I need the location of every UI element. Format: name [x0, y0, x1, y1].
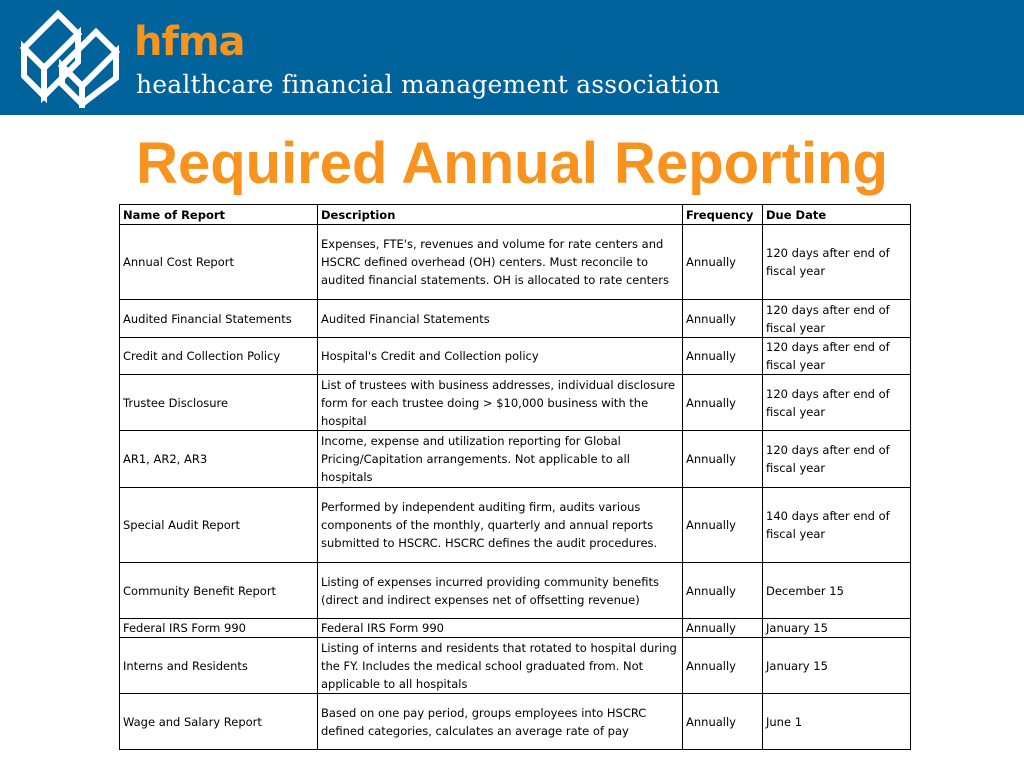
cell-description: Performed by independent auditing firm, audits various components of the monthly, quarterly and annual reports submitted to HSCRC. HSCRC defines the audit procedures.: [318, 488, 683, 563]
cell-description: List of trustees with business addresses, individual disclosure form for each trustee doing > $10,000 business with the hospital: [318, 375, 683, 431]
table-row: [120, 638, 911, 694]
cell-frequency: Annually: [683, 338, 763, 375]
reporting-table: [119, 204, 911, 750]
cell-due-date: January 15: [763, 638, 911, 694]
header-bar: [0, 0, 1024, 115]
header-description: Description: [318, 205, 683, 225]
cell-report-name: Interns and Residents: [120, 638, 318, 694]
interlocking-cubes-icon: [18, 6, 122, 108]
cell-description: Listing of interns and residents that rotated to hospital during the FY. Includes the medical school graduated from. Not applicable to all hospitals: [318, 638, 683, 694]
cell-report-name: Credit and Collection Policy: [120, 338, 318, 375]
cell-report-name: Wage and Salary Report: [120, 694, 318, 750]
cell-frequency: Annually: [683, 563, 763, 619]
cell-description: Audited Financial Statements: [318, 300, 683, 338]
cell-report-name: Special Audit Report: [120, 488, 318, 563]
cell-due-date: January 15: [763, 619, 911, 638]
table-row: [120, 431, 911, 488]
cell-frequency: Annually: [683, 488, 763, 563]
table-header-row: [120, 205, 911, 225]
cell-due-date: December 15: [763, 563, 911, 619]
cell-due-date: 120 days after end of fiscal year: [763, 225, 911, 300]
header-due-date: Due Date: [763, 205, 911, 225]
cell-report-name: Annual Cost Report: [120, 225, 318, 300]
slide-title: Required Annual Reporting: [136, 131, 888, 196]
cell-description: Expenses, FTE's, revenues and volume for rate centers and HSCRC defined overhead (OH) centers. Must reconcile to audited financial statements. OH is allocated to rate centers: [318, 225, 683, 300]
cell-report-name: AR1, AR2, AR3: [120, 431, 318, 488]
table-row: [120, 694, 911, 750]
cell-frequency: Annually: [683, 375, 763, 431]
cell-due-date: June 1: [763, 694, 911, 750]
cell-frequency: Annually: [683, 300, 763, 338]
cell-description: Hospital's Credit and Collection policy: [318, 338, 683, 375]
cell-report-name: Community Benefit Report: [120, 563, 318, 619]
cell-report-name: Federal IRS Form 990: [120, 619, 318, 638]
table-row: [120, 300, 911, 338]
brand-full-name: healthcare financial management association: [136, 70, 721, 99]
table-row: [120, 225, 911, 300]
cell-due-date: 120 days after end of fiscal year: [763, 375, 911, 431]
cell-report-name: Audited Financial Statements: [120, 300, 318, 338]
cell-description: Based on one pay period, groups employees into HSCRC defined categories, calculates an average rate of pay: [318, 694, 683, 750]
cell-frequency: Annually: [683, 225, 763, 300]
cell-due-date: 120 days after end of fiscal year: [763, 300, 911, 338]
cell-description: Listing of expenses incurred providing community benefits (direct and indirect expenses net of offsetting revenue): [318, 563, 683, 619]
table-row: [120, 563, 911, 619]
cell-due-date: 120 days after end of fiscal year: [763, 338, 911, 375]
cell-report-name: Trustee Disclosure: [120, 375, 318, 431]
cell-frequency: Annually: [683, 431, 763, 488]
brand-short-name: hfma: [134, 19, 245, 65]
table-row: [120, 338, 911, 375]
cell-description: Federal IRS Form 990: [318, 619, 683, 638]
cell-description: Income, expense and utilization reporting for Global Pricing/Capitation arrangements. Not applicable to all hospitals: [318, 431, 683, 488]
cell-due-date: 140 days after end of fiscal year: [763, 488, 911, 563]
header-name-of-report: Name of Report: [120, 205, 318, 225]
cell-frequency: Annually: [683, 638, 763, 694]
header-frequency: Frequency: [683, 205, 763, 225]
table-row: [120, 619, 911, 638]
cell-frequency: Annually: [683, 619, 763, 638]
cell-frequency: Annually: [683, 694, 763, 750]
cell-due-date: 120 days after end of fiscal year: [763, 431, 911, 488]
table-row: [120, 488, 911, 563]
table-row: [120, 375, 911, 431]
